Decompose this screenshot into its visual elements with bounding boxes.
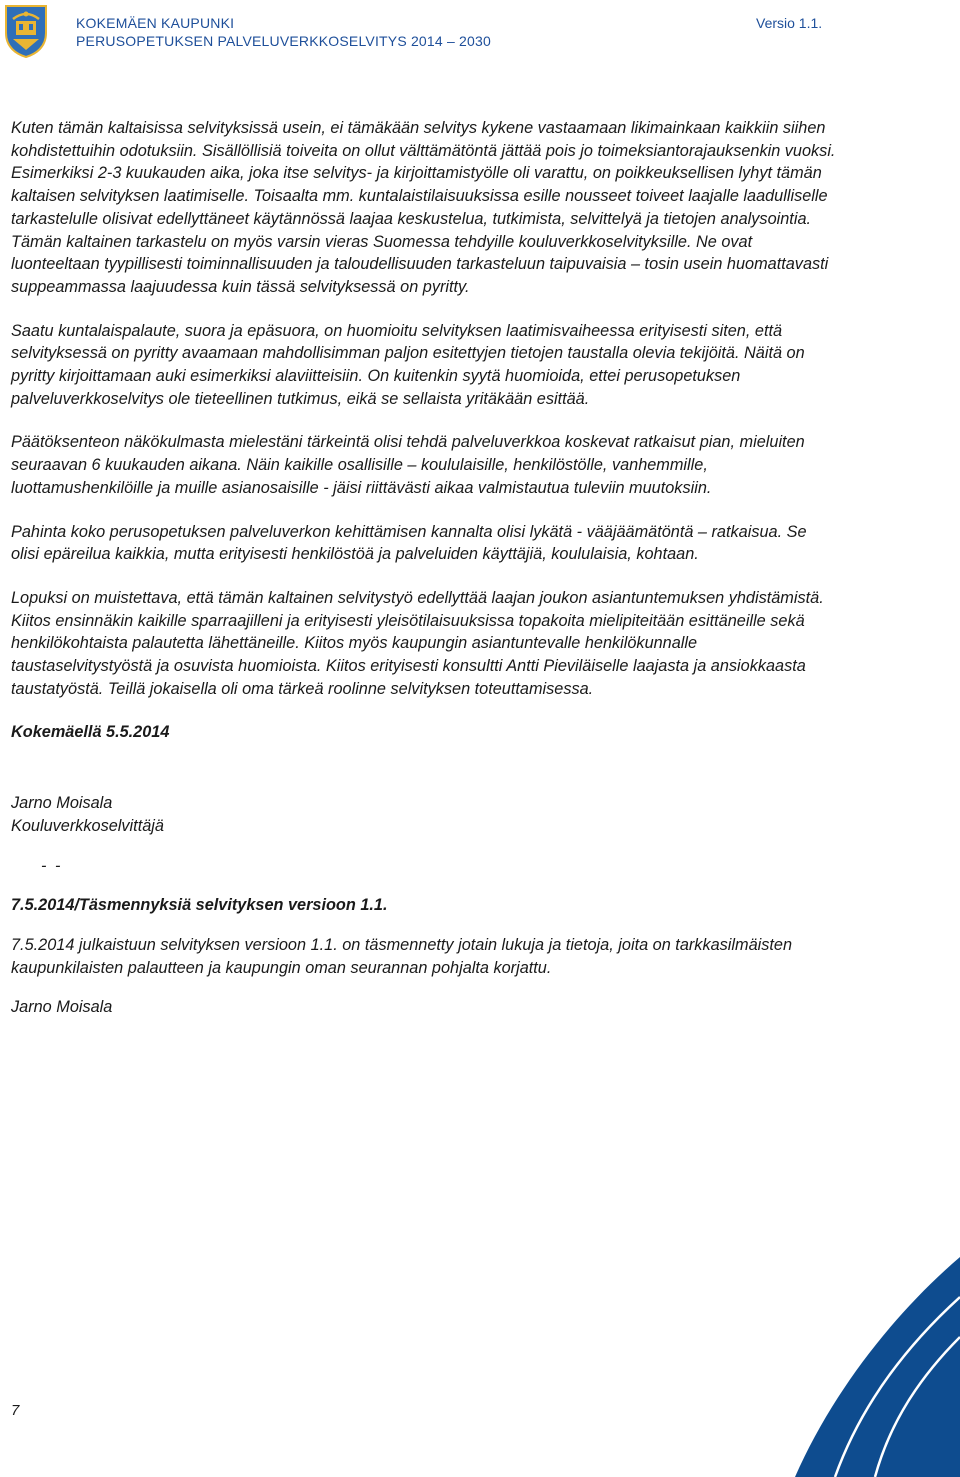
page-number: 7	[11, 1402, 20, 1419]
document-body	[11, 117, 837, 1019]
paragraph-5: Lopuksi on muistettava, että tämän kaltainen selvitystyö edellyttää laajan joukon asiantuntemuksen yhdistämistä. Kiitos ensinnäkin kaikille sparraajilleni ja erityisesti yleisötilaisuuksissa topakoita mielipiteitään esittäneille sekä henkilökohtaista palautetta lähettäneille. Kiitos myös kaupungin asiantuntevalle henkilökunnalle taustaselvitystyöstä ja osuvista huomioista. Kiitos erityisesti konsultti Antti Pieviläiselle laajasta ja ansiokkaasta taustatyöstä. Teillä jokaisella oli oma tärkeä roolinne selvityksen toteuttamisessa.	[11, 588, 824, 698]
paragraph-1: Kuten tämän kaltaisissa selvityksissä usein, ei tämäkään selvitys kykene vastaamaan likimainkaan kaikkiin siihen kohdistettuihin odotuksiin. Sisällöllisiä toiveita on ollut välttämätöntä jättää pois jo toimeksiantorajauksenkin vuoksi. Esimerkiksi 2-3 kuukauden aika, joka itse selvitys- ja kirjoittamistyölle oli varattu, on poikkeuksellisen lyhyt tämän kaltaisen selvityksen laatimiselle. Toisaalta mm. kuntalaistilaisuuksissa esille nousseet toiveet laajalle laadulliselle tarkastelulle olisivat edellyttäneet käytännössä laajaa keskustelua, tutkimista, selvittelyä ja tietojen analysointia. Tämän kaltainen tarkastelu on myös varsin vieras Suomessa tehdyille kouluverkkoselvityksille. Ne ovat luonteeltaan tyypillisesti toiminnallisuuden ja taloudellisuuden tarkasteluun taipuvaisia – tosin usein huomattavasti suppeammassa laajuudessa kuin tässä selvityksessä on pyritty.	[11, 119, 836, 296]
signature-name: Jarno Moisala	[11, 794, 113, 813]
paragraph-4: Pahinta koko perusopetuksen palveluverkon kehittämisen kannalta olisi lykätä - vääjäämätöntä – ratkaisua. Se olisi epäreilua kaikkia, mutta erityisesti henkilöstöä ja palveluiden käyttäjiä, koululaisia, kohtaan.	[11, 522, 807, 564]
municipal-coat-of-arms-icon	[3, 3, 49, 59]
header-organization: KOKEMÄEN KAUPUNKI	[76, 15, 235, 31]
page-header	[0, 0, 960, 62]
separator-dashes: - -	[41, 856, 63, 875]
header-version: Versio 1.1.	[756, 15, 823, 31]
update-heading: 7.5.2014/Täsmennyksiä selvityksen versioon 1.1.	[11, 896, 388, 915]
corner-decoration	[740, 1257, 960, 1477]
paragraph-2: Saatu kuntalaispalaute, suora ja epäsuora, on huomioitu selvityksen laatimisvaiheessa erityisesti siten, että selvityksessä on pyritty avaamaan mahdollisimman paljon esitettyjen tietojen taustalla olevia tekijöitä. Näitä on pyritty kirjoittamaan auki esimerkiksi alaviitteisiin. On kuitenkin syytä huomioida, ettei perusopetuksen palveluverkkoselvitys ole tieteellinen tutkimus, eikä se sellaista yritäkään esittää.	[11, 321, 805, 408]
update-text: 7.5.2014 julkaistuun selvityksen versioon 1.1. on täsmennetty jotain lukuja ja tietoja, joita on tarkkasilmäisten kaupunkilaisten palautteen ja kaupungin oman seurannan pohjalta korjattu.	[11, 935, 793, 977]
update-signature: Jarno Moisala	[11, 998, 113, 1017]
signature-block	[11, 792, 837, 837]
place-and-date: Kokemäellä 5.5.2014	[11, 723, 170, 742]
signature-role: Kouluverkkoselvittäjä	[11, 816, 164, 835]
header-document-title: PERUSOPETUKSEN PALVELUVERKKOSELVITYS 2014 – 2030	[76, 33, 492, 49]
paragraph-3: Päätöksenteon näkökulmasta mielestäni tärkeintä olisi tehdä palveluverkkoa koskevat ratkaisut pian, mieluiten seuraavan 6 kuukauden aikana. Näin kaikille osallisille – koululaisille, henkilöstölle, vanhemmille, luottamushenkilöille ja muille asianosaisille - jäisi riittävästi aikaa valmistautua tuleviin muutoksiin.	[11, 433, 805, 497]
